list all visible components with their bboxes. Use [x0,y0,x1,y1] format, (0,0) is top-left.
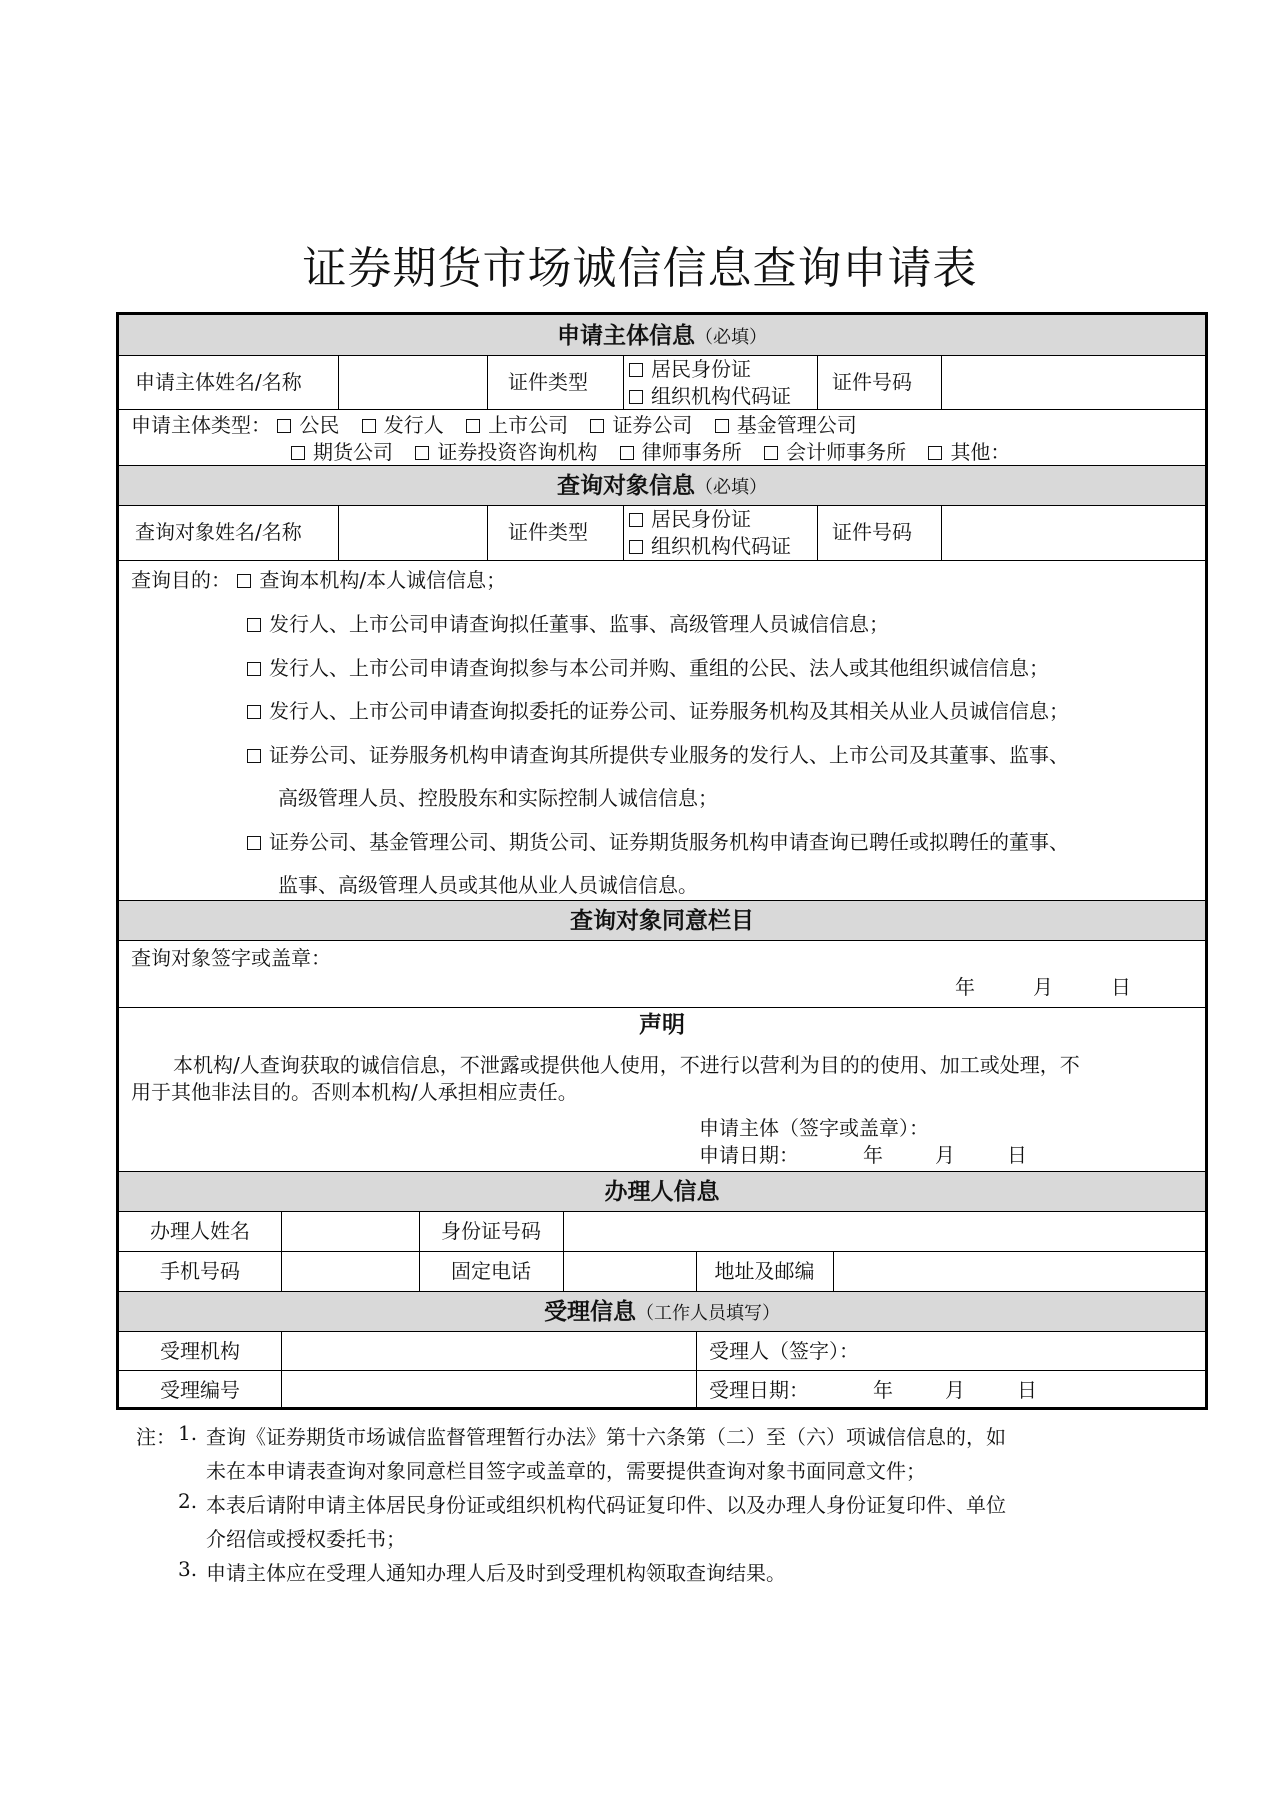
purpose-checkbox[interactable] [247,662,261,676]
handler-mobile-label: 手机号码 [160,1259,240,1283]
type-option-law-firm[interactable]: 律师事务所 [620,440,742,465]
form-title: 证券期货市场诚信信息查询申请表 [302,243,978,294]
target-id-option-org[interactable]: 组织机构代码证 [629,534,791,559]
handler-mobile-field[interactable] [282,1252,419,1291]
target-id-no-field[interactable] [942,506,1205,560]
handler-name-field[interactable] [282,1212,419,1251]
handler-id-label: 身份证号码 [441,1219,541,1243]
purpose-item: 发行人、上市公司申请查询拟参与本公司并购、重组的公民、法人或其他组织诚信信息； [247,656,1049,681]
type-option-accounting-firm[interactable]: 会计师事务所 [764,440,906,465]
acceptance-date-label: 受理日期： [709,1378,809,1402]
target-heading-text: 查询对象信息 [557,473,695,499]
note-2-line-1: 本表后请附申请主体居民身份证或组织机构代码证复印件、以及办理人身份证复印件、单位 [206,1493,1006,1517]
applicant-type-label: 申请主体类型： [131,413,271,437]
consent-signature-area[interactable] [359,943,959,973]
declaration-line-2: 用于其他非法目的。否则本机构/人承担相应责任。 [131,1080,578,1104]
notes-prefix: 注： [136,1425,176,1449]
acceptance-year: 年 [873,1378,893,1402]
purpose-item-continuation: 监事、高级管理人员或其他从业人员诚信信息。 [278,873,698,897]
handler-name-label: 办理人姓名 [150,1219,250,1243]
checkbox[interactable] [629,363,643,377]
acceptance-day: 日 [1017,1378,1037,1402]
acceptance-section-heading [119,1298,1205,1327]
consent-date [955,975,1131,1000]
purpose-label: 查询目的： [131,568,231,592]
checkbox[interactable] [629,390,643,404]
declaration-year: 年 [863,1143,883,1167]
purpose-checkbox[interactable] [247,836,261,850]
purpose-item: 发行人、上市公司申请查询拟委托的证券公司、证券服务机构及其相关从业人员诚信信息； [247,699,1069,724]
applicant-id-no-label: 证件号码 [832,370,912,394]
acceptance-no-field[interactable] [282,1371,696,1410]
applicant-id-option-org[interactable]: 组织机构代码证 [629,384,791,409]
note-1-number: 1. [178,1421,198,1445]
target-id-type-label: 证件类型 [508,520,588,544]
type-option-issuer[interactable]: 发行人 [362,413,444,438]
type-option-futures-company[interactable]: 期货公司 [291,440,393,465]
purpose-item: 证券公司、证券服务机构申请查询其所提供专业服务的发行人、上市公司及其董事、监事、 [247,743,1069,768]
purpose-checkbox[interactable] [237,574,251,588]
purpose-checkbox[interactable] [247,749,261,763]
purpose-item: 查询目的： 查询本机构/本人诚信信息； [131,568,507,592]
applicant-heading-text: 申请主体信息 [557,323,695,349]
handler-phone-label: 固定电话 [451,1259,531,1283]
acceptance-org-label: 受理机构 [160,1339,240,1363]
applicant-id-no-field[interactable] [942,356,1205,409]
purpose-checkbox[interactable] [247,618,261,632]
consent-year: 年 [955,975,975,999]
declaration-heading: 声明 [639,1012,685,1038]
target-name-field[interactable] [339,506,487,560]
declaration-line-1: 本机构/人查询获取的诚信信息，不泄露或提供他人使用，不进行以营利为目的的使用、加工或处理，不 [173,1053,1080,1077]
applicant-required-note: （必填） [695,327,767,348]
handler-id-field[interactable] [564,1212,1205,1251]
handler-address-field[interactable] [834,1252,1205,1291]
target-required-note: （必填） [695,477,767,498]
type-option-investment-consulting[interactable]: 证券投资咨询机构 [415,440,597,465]
handler-phone-field[interactable] [564,1252,696,1291]
acceptance-person-label: 受理人（签字）： [709,1339,859,1363]
note-1-line-1: 查询《证券期货市场诚信监督管理暂行办法》第十六条第（二）至（六）项诚信信息的，如 [206,1425,1006,1449]
type-option-securities-company[interactable]: 证券公司 [590,413,692,438]
consent-month: 月 [1033,975,1053,999]
type-option-fund-manager[interactable]: 基金管理公司 [715,413,857,438]
declaration-month: 月 [935,1143,955,1167]
checkbox[interactable] [629,513,643,527]
declaration-date-label: 申请日期： [699,1143,799,1167]
purpose-item: 发行人、上市公司申请查询拟任董事、监事、高级管理人员诚信信息； [247,612,889,637]
purpose-item: 证券公司、基金管理公司、期货公司、证券期货服务机构申请查询已聘任或拟聘任的董事、 [247,830,1069,855]
consent-sign-label: 查询对象签字或盖章： [131,946,331,970]
applicant-name-field[interactable] [339,356,487,409]
applicant-section-heading [119,322,1205,351]
type-option-other[interactable]: 其他： [928,440,1010,465]
note-2-number: 2. [178,1489,198,1513]
applicant-name-label: 申请主体姓名/名称 [135,370,302,394]
target-id-option-resident[interactable]: 居民身份证 [629,507,751,532]
target-section-heading [119,472,1205,501]
applicant-id-option-resident[interactable]: 居民身份证 [629,357,751,382]
note-1-line-2: 未在本申请表查询对象同意栏目签字或盖章的，需要提供查询对象书面同意文件； [206,1459,926,1483]
purpose-item-continuation: 高级管理人员、控股股东和实际控制人诚信信息； [278,786,718,810]
acceptance-heading-text: 受理信息 [544,1299,636,1325]
declaration-date [699,1143,1027,1168]
declaration-sign-label: 申请主体（签字或盖章）： [699,1116,929,1140]
note-3-line-1: 申请主体应在受理人通知办理人后及时到受理机构领取查询结果。 [206,1561,786,1585]
target-name-label: 查询对象姓名/名称 [135,520,302,544]
consent-day: 日 [1111,975,1131,999]
target-id-no-label: 证件号码 [832,520,912,544]
type-option-citizen[interactable]: 公民 [277,413,339,438]
note-2-line-2: 介绍信或授权委托书； [206,1527,406,1551]
declaration-day: 日 [1007,1143,1027,1167]
type-option-listed-company[interactable]: 上市公司 [466,413,568,438]
handler-address-label: 地址及邮编 [714,1259,815,1283]
checkbox[interactable] [629,540,643,554]
applicant-id-type-label: 证件类型 [508,370,588,394]
application-form [116,312,1208,1410]
purpose-checkbox[interactable] [247,705,261,719]
applicant-type-row1 [131,413,873,438]
acceptance-org-field[interactable] [282,1332,696,1370]
consent-section-heading: 查询对象同意栏目 [570,908,754,934]
acceptance-date [709,1378,1037,1403]
acceptance-month: 月 [945,1378,965,1402]
acceptance-staff-note: （工作人员填写） [636,1303,780,1324]
note-3-number: 3. [178,1557,198,1581]
acceptance-no-label: 受理编号 [160,1378,240,1402]
handler-section-heading: 办理人信息 [604,1179,720,1205]
applicant-type-row2 [291,440,1026,465]
